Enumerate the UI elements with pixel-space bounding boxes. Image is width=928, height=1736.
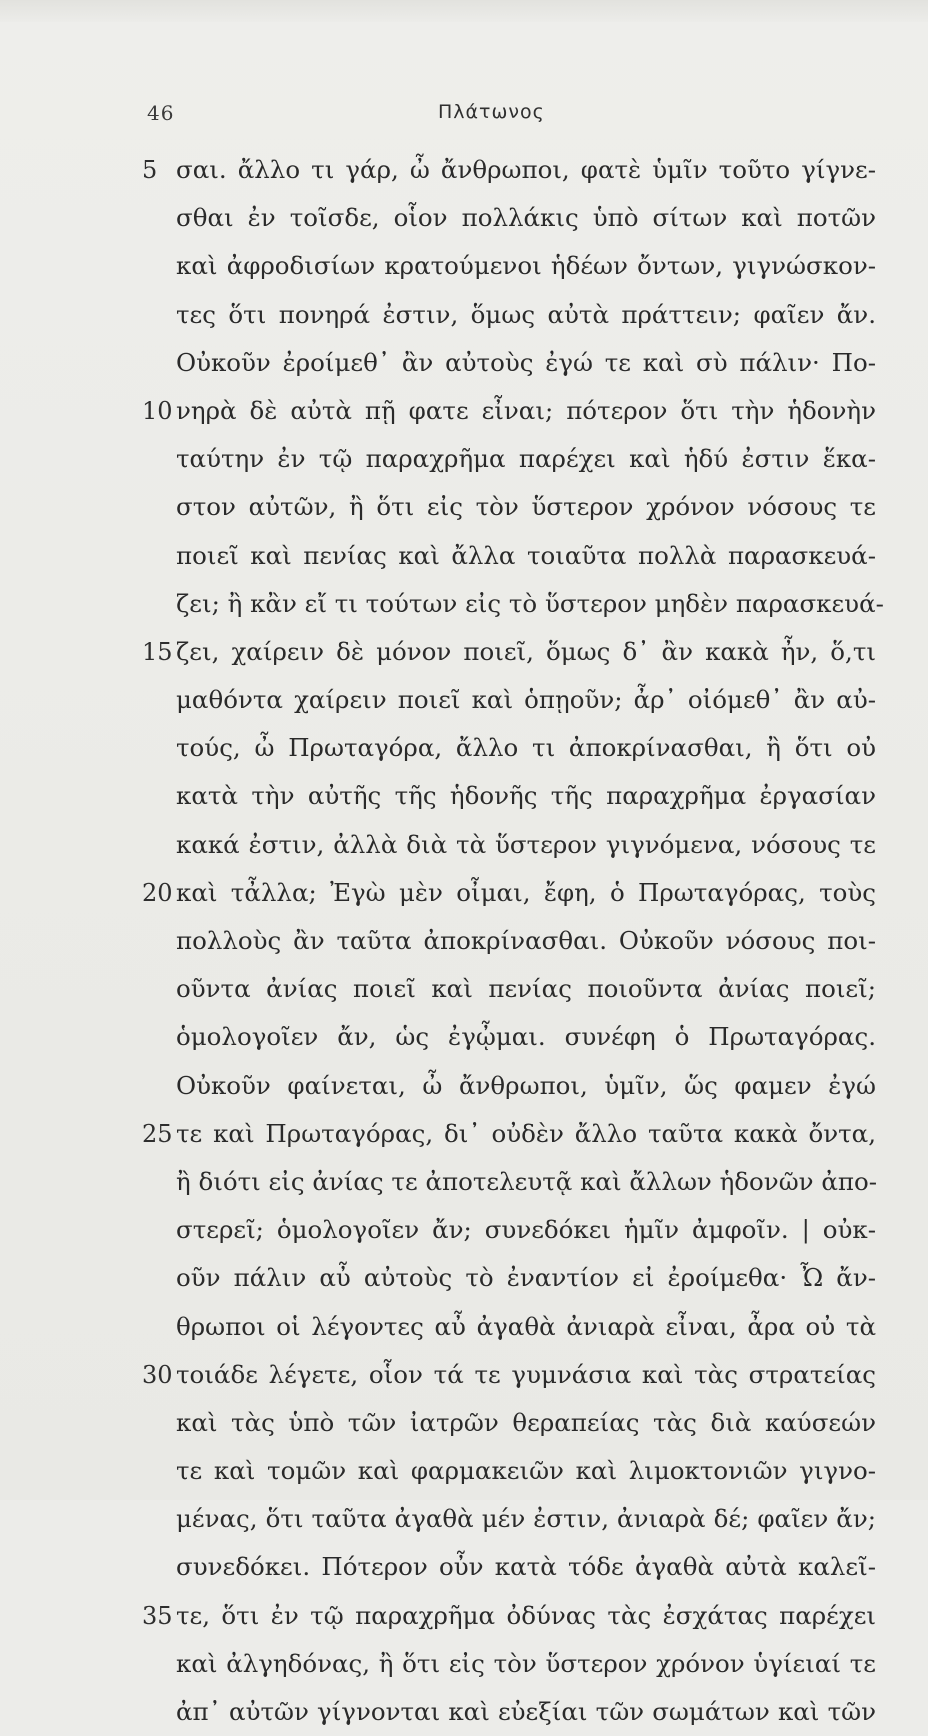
line-text: μένας, ὅτι ταῦτα ἀγαθὰ μέν ἐστιν, ἀνιαρὰ δέ; φαῖεν ἄν;	[176, 1504, 876, 1534]
line-number: 5	[142, 156, 158, 184]
text-line	[0, 291, 928, 339]
text-line	[0, 1640, 928, 1688]
page-number: 46	[147, 101, 175, 125]
text-line	[0, 676, 928, 724]
line-text: ὁμολογοῖεν ἄν, ὡς ἐγᾦμαι. συνέφη ὁ Πρωταγόρας.	[176, 1022, 876, 1052]
line-text: τε καὶ Πρωταγόρας, δι᾽ οὐδὲν ἄλλο ταῦτα κακὰ ὄντα,	[176, 1118, 876, 1148]
text-line	[0, 628, 928, 676]
text-line	[0, 435, 928, 483]
line-text: οῦν πάλιν αὖ αὐτοὺς τὸ ἐναντίον εἰ ἐροίμεθα· Ὦ ἄν-	[176, 1263, 876, 1293]
text-line	[0, 1351, 928, 1399]
line-text: τες ὅτι πονηρά ἐστιν, ὅμως αὐτὰ πράττειν; φαῖεν ἄν.	[176, 299, 876, 329]
line-text: σαι. ἄλλο τι γάρ, ὦ ἄνθρωποι, φατὲ ὑμῖν τοῦτο γίγνε-	[176, 155, 876, 184]
text-line	[0, 194, 928, 242]
text-line	[0, 1110, 928, 1158]
text-line	[0, 483, 928, 531]
line-text: τε καὶ τομῶν καὶ φαρμακειῶν καὶ λιμοκτονιῶν γιγνο-	[176, 1456, 876, 1486]
line-text: καὶ τἆλλα; Ἐγὼ μὲν οἶμαι, ἔφη, ὁ Πρωταγόρας, τοὺς	[176, 877, 876, 907]
text-line	[0, 1013, 928, 1061]
text-line	[0, 580, 928, 628]
text-line	[0, 1062, 928, 1110]
line-text: Οὐκοῦν ἐροίμεθ᾽ ἂν αὐτοὺς ἐγώ τε καὶ σὺ πάλιν· Πο-	[176, 347, 876, 377]
line-text: καὶ τὰς ὑπὸ τῶν ἰατρῶν θεραπείας τὰς διὰ καύσεών	[176, 1407, 876, 1437]
line-text: τοιάδε λέγετε, οἷον τά τε γυμνάσια καὶ τὰς στρατείας	[176, 1359, 876, 1389]
line-text: ταύτην ἐν τῷ παραχρῆμα παρέχει καὶ ἡδύ ἐστιν ἕκα-	[176, 444, 876, 474]
text-line	[0, 1399, 928, 1447]
line-text: πολλοὺς ἂν ταῦτα ἀποκρίνασθαι. Οὐκοῦν νόσους ποι-	[176, 926, 876, 955]
text-line	[0, 387, 928, 435]
line-text: νηρὰ δὲ αὐτὰ πῇ φατε εἶναι; πότερον ὅτι τὴν ἡδονὴν	[176, 395, 876, 425]
line-text: στον αὐτῶν, ἢ ὅτι εἰς τὸν ὕστερον χρόνον νόσους τε	[176, 492, 876, 522]
text-line	[0, 532, 928, 580]
line-text: θρωποι οἱ λέγοντες αὖ ἀγαθὰ ἀνιαρὰ εἶναι, ἆρα οὐ τὰ	[176, 1311, 876, 1341]
main-text-block	[0, 146, 928, 1736]
text-line	[0, 1158, 928, 1206]
line-text: ἢ διότι εἰς ἀνίας τε ἀποτελευτᾷ καὶ ἄλλων ἡδονῶν ἀπο-	[176, 1166, 878, 1196]
line-text: τούς, ὦ Πρωταγόρα, ἄλλο τι ἀποκρίνασθαι, ἢ ὅτι οὐ	[176, 733, 876, 763]
text-line	[0, 1447, 928, 1495]
line-text: μαθόντα χαίρειν ποιεῖ καὶ ὁπῃοῦν; ἆρ᾽ οἰόμεθ᾽ ἂν αὐ-	[176, 685, 876, 715]
text-line	[0, 821, 928, 869]
line-number: 20	[142, 878, 173, 907]
line-text: ποιεῖ καὶ πενίας καὶ ἄλλα τοιαῦτα πολλὰ παρασκευά-	[176, 540, 876, 570]
line-text: ζει; ἢ κἂν εἴ τι τούτων εἰς τὸ ὕστερον μηδὲν παρασκευά-	[176, 588, 884, 618]
text-line	[0, 772, 928, 820]
text-line	[0, 339, 928, 387]
line-text: ἀπ᾽ αὐτῶν γίγνονται καὶ εὐεξίαι τῶν σωμάτων καὶ τῶν	[176, 1697, 876, 1726]
line-text: τε, ὅτι ἐν τῷ παραχρῆμα ὀδύνας τὰς ἐσχάτας παρέχει	[176, 1600, 876, 1630]
line-text: κατὰ τὴν αὐτῆς τῆς ἡδονῆς τῆς παραχρῆμα ἐργασίαν	[176, 781, 876, 811]
line-text: συνεδόκει. Πότερον οὖν κατὰ τόδε ἀγαθὰ αὐτὰ καλεῖ-	[176, 1552, 876, 1582]
text-line	[0, 869, 928, 917]
line-number: 10	[142, 396, 173, 425]
text-line	[0, 242, 928, 290]
line-text: στερεῖ; ὁμολογοῖεν ἄν; συνεδόκει ἡμῖν ἀμφοῖν. | οὐκ-	[176, 1215, 876, 1245]
text-line	[0, 1206, 928, 1254]
page-top-edge	[0, 0, 928, 22]
line-number: 35	[142, 1601, 173, 1630]
line-number: 25	[142, 1119, 173, 1148]
text-line	[0, 1495, 928, 1543]
line-text: ζει, χαίρειν δὲ μόνον ποιεῖ, ὅμως δ᾽ ἂν κακὰ ἦν, ὅ,τι	[176, 636, 876, 666]
line-text: κακά ἐστιν, ἀλλὰ διὰ τὰ ὕστερον γιγνόμενα, νόσους τε	[176, 829, 876, 859]
text-line	[0, 917, 928, 965]
line-text: σθαι ἐν τοῖσδε, οἷον πολλάκις ὑπὸ σίτων καὶ ποτῶν	[176, 203, 876, 233]
line-number: 15	[142, 637, 173, 666]
line-text: Οὐκοῦν φαίνεται, ὦ ἄνθρωποι, ὑμῖν, ὥς φαμεν ἐγώ	[176, 1070, 876, 1100]
line-text: καὶ ἀλγηδόνας, ἢ ὅτι εἰς τὸν ὕστερον χρόνον ὑγίειαί τε	[176, 1648, 876, 1678]
line-text: καὶ ἀφροδισίων κρατούμενοι ἡδέων ὄντων, γιγνώσκον-	[176, 251, 876, 281]
text-line	[0, 724, 928, 772]
line-number: 30	[142, 1360, 173, 1389]
text-line	[0, 146, 928, 194]
line-text: οῦντα ἀνίας ποιεῖ καὶ πενίας ποιοῦντα ἀνίας ποιεῖ;	[176, 974, 876, 1004]
text-line	[0, 1303, 928, 1351]
text-line	[0, 965, 928, 1013]
text-line	[0, 1592, 928, 1640]
text-line	[0, 1543, 928, 1591]
text-line	[0, 1254, 928, 1302]
running-head: Πλάτωνος	[438, 101, 545, 123]
text-line	[0, 1688, 928, 1736]
